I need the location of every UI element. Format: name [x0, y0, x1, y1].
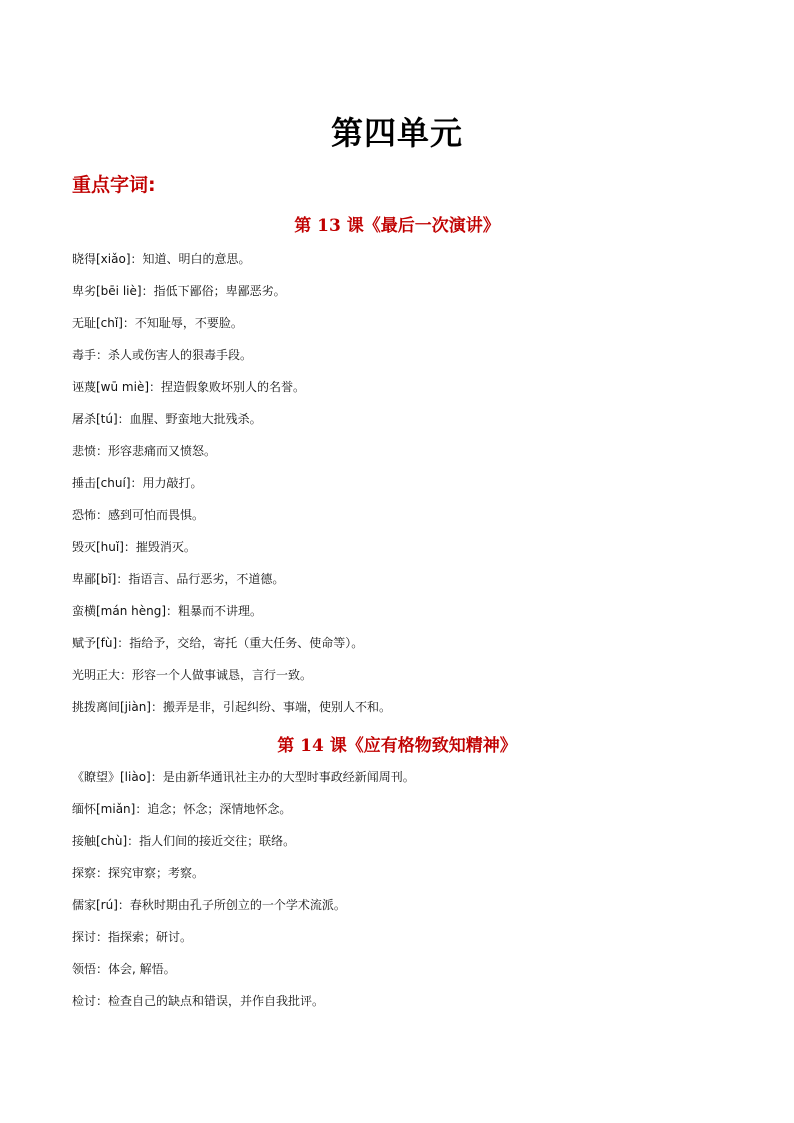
word-entry: 检讨：检查自己的缺点和错误，并作自我批评。: [72, 994, 325, 1008]
lesson-14-word-list: [72, 768, 732, 1024]
word-entry: 恐怖：感到可怕而畏惧。: [72, 508, 205, 522]
word-entry: 晓得[xiǎo]：知道、明白的意思。: [72, 252, 251, 266]
lesson-14-title: 第 14 课《应有格物致知精神》: [277, 736, 517, 756]
word-entry: 领悟：体会, 解悟。: [72, 962, 176, 976]
word-entry: 蛮横[mán hèng]：粗暴而不讲理。: [72, 604, 263, 618]
word-entry: 缅怀[miǎn]：追念；怀念；深情地怀念。: [72, 802, 292, 816]
word-entry: 卑鄙[bǐ]：指语言、品行恶劣，不道德。: [72, 572, 285, 586]
key-words-heading: 重点字词:: [72, 174, 156, 196]
word-entry: 诬蔑[wū miè]：捏造假象败坏别人的名誉。: [72, 380, 306, 394]
lesson-13-title: 第 13 课《最后一次演讲》: [294, 216, 500, 236]
word-entry: 接触[chù]：指人们间的接近交往；联络。: [72, 834, 296, 848]
word-entry: 探讨：指探索；研讨。: [72, 930, 193, 944]
word-entry: 屠杀[tú]：血腥、野蛮地大批残杀。: [72, 412, 262, 426]
word-entry: 悲愤：形容悲痛而又愤怒。: [72, 444, 217, 458]
word-entry: 无耻[chǐ]：不知耻辱，不要脸。: [72, 316, 243, 330]
word-entry: 探察：探究审察；考察。: [72, 866, 205, 880]
word-entry: 捶击[chuí]：用力敲打。: [72, 476, 203, 490]
word-entry: 毁灭[huǐ]：摧毁消灭。: [72, 540, 196, 554]
word-entry: 儒家[rú]：春秋时期由孔子所创立的一个学术流派。: [72, 898, 346, 912]
word-entry: 光明正大：形容一个人做事诚恳，言行一致。: [72, 668, 313, 682]
word-entry: 卑劣[bēi liè]：指低下鄙俗；卑鄙恶劣。: [72, 284, 286, 298]
word-entry: 毒手：杀人或伤害人的狠毒手段。: [72, 348, 253, 362]
word-entry: 挑拨离间[jiàn]：搬弄是非，引起纠纷、事端，使别人不和。: [72, 700, 391, 714]
word-entry: 《瞭望》[liào]：是由新华通讯社主办的大型时事政经新闻周刊。: [72, 770, 415, 784]
unit-title: 第四单元: [330, 114, 463, 152]
lesson-13-word-list: [72, 250, 732, 730]
word-entry: 赋予[fù]：指给予，交给，寄托（重大任务、使命等）。: [72, 636, 364, 650]
